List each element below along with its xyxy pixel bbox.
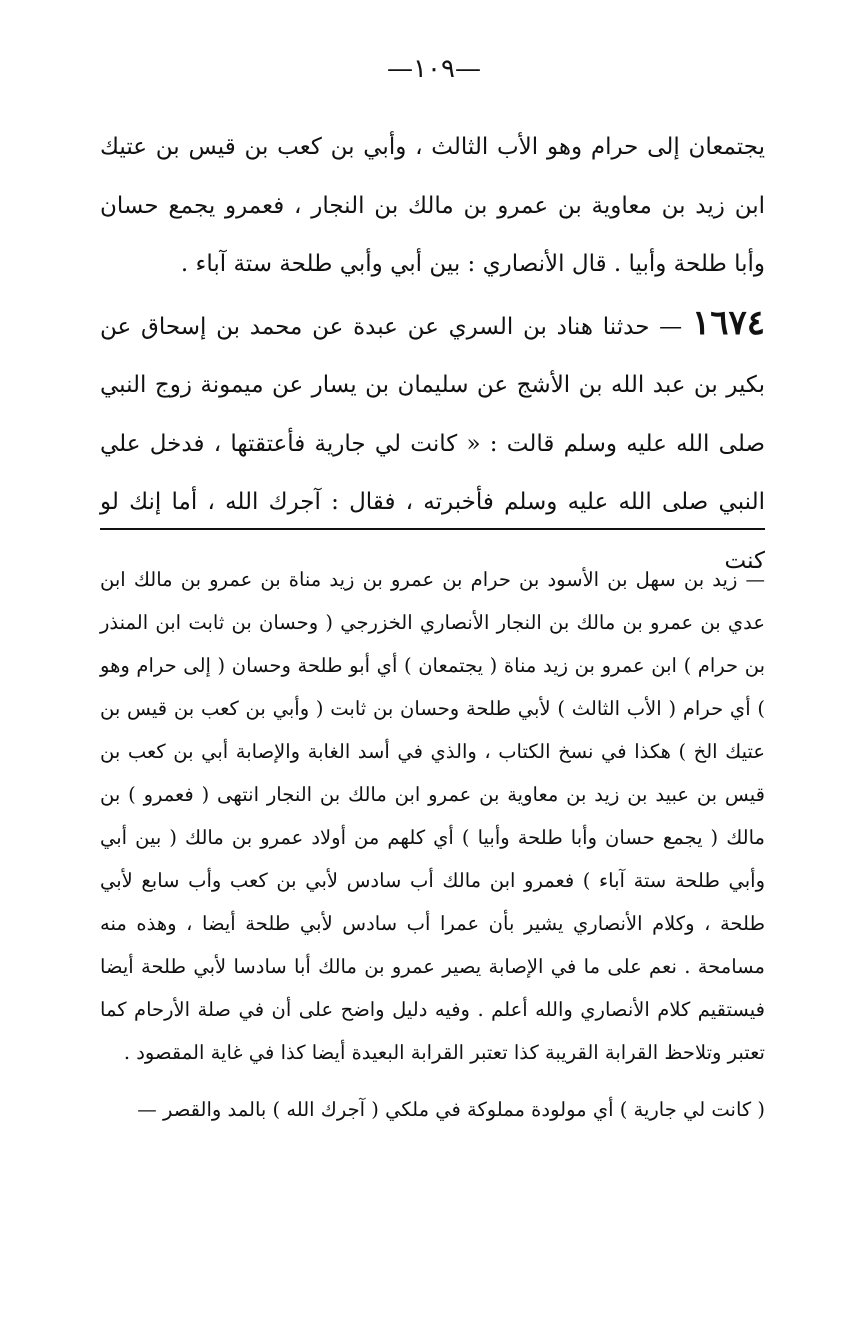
hadith-body: — حدثنا هناد بن السري عن عبدة عن محمد بن إسحاق عن بكير بن عبد الله بن الأشج عن سليمان بن يسار عن ميمونة زوج النبي صلى الله عليه وسلم قالت : « كانت لي جارية فأعتقتها ، فدخل علي النبي صلى الله عليه وسلم فأخبرته ، فقال : آجرك الله ، أما إنك لو كنت [100, 313, 765, 574]
page-number: —١٠٩— [387, 54, 481, 84]
hadith-lead-paragraph: يجتمعان إلى حرام وهو الأب الثالث ، وأبي بن كعب بن قيس بن عتيك ابن زيد بن معاوية بن عمرو بن مالك بن النجار ، فعمرو يجمع حسان وأبا طلحة وأبيا . قال الأنصاري : بين أبي وأبي طلحة ستة آباء . [100, 134, 765, 277]
hadith-paragraph [100, 294, 765, 591]
commentary-paragraph-1: — زيد بن سهل بن الأسود بن حرام بن عمرو بن زيد مناة بن عمرو بن مالك ابن عدي بن عمرو بن مالك بن النجار الأنصاري الخزرجي ( وحسان بن ثابت ابن المنذر بن حرام ) ابن عمرو بن زيد مناة ( يجتمعان ) أي أبو طلحة وحسان ( إلى حرام وهو ) أي حرام ( الأب الثالث ) لأبي طلحة وحسان بن ثابت ( وأبي بن كعب بن قيس بن عتيك الخ ) هكذا في نسخ الكتاب ، والذي في أسد الغابة والإصابة أبي بن كعب بن قيس بن عبيد بن زيد بن معاوية بن عمرو ابن مالك بن النجار انتهى ( فعمرو ) بن مالك ( يجمع حسان وأبا طلحة وأبيا ) أي كلهم من أولاد عمرو بن مالك ( بين أبي وأبي طلحة ستة آباء ) فعمرو ابن مالك أب سادس لأبي بن كعب وأب سابع لأبي طلحة ، وكلام الأنصاري يشير بأن عمرا أب سادس لأبي طلحة أيضا ، وهذه منه مسامحة . نعم على ما في الإصابة يصير عمرو بن مالك أبا سادسا لأبي طلحة أيضا فيستقيم كلام الأنصاري والله أعلم . وفيه دليل واضح على أن في صلة الأرحام كما تعتبر وتلاحظ القرابة القريبة كذا تعتبر القرابة البعيدة أيضا كذا في غاية المقصود . [100, 568, 765, 1064]
commentary-paragraph-2: ( كانت لي جارية ) أي مولودة مملوكة في ملكي ( آجرك الله ) بالمد والقصر — [137, 1098, 765, 1121]
hadith-number: ١٦٧٤ [691, 302, 765, 343]
footnote-separator [100, 528, 765, 530]
commentary-block [100, 558, 765, 1131]
hadith-text-block [100, 118, 765, 590]
